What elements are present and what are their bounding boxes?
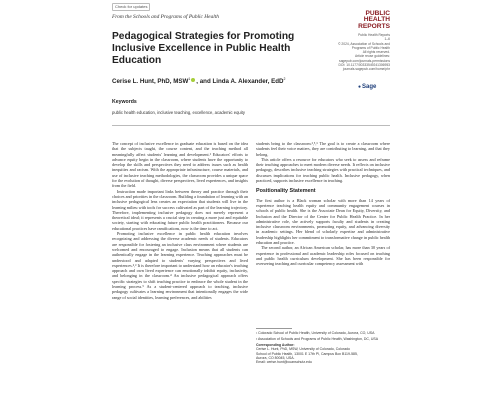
journal-logo-line: PUBLIC: [365, 10, 390, 17]
check-for-updates-badge[interactable]: Check for updates: [112, 3, 150, 11]
affiliation-marker: 1: [188, 77, 191, 81]
body-paragraph: This article offers a resource for educators who seek to assess and reframe their teaching approaches to meet modern diverse needs. It reflects on inclusive pedagogy, describes inclusive teaching strategies with practical techniques, and discusses implications for teaching public health. Inclusive pedagogy, when practiced, supports inclusive excellence in teaching.: [256, 156, 390, 184]
body-column-left: [112, 141, 248, 300]
sage-icon: ●: [358, 84, 362, 90]
journal-logo: [352, 11, 390, 30]
author-separator: , and: [196, 78, 213, 86]
journal-meta-line: Programs of Public Health: [351, 45, 390, 50]
affiliation-footnote: ¹ Colorado School of Public Health, University of Colorado, Aurora, CO, USA: [256, 331, 375, 335]
keywords-text: public health education, inclusive teaching, excellence, academic equity: [112, 110, 245, 115]
body-paragraph: The concept of inclusive excellence in graduate education is based on the idea that the subjects taught, the course content, and the teaching method all meaningfully affect students' learning and development.¹ Educators' efforts to advance equity begin in the classroom, where students have the opportunity to develop the skills and perspectives they need to address issues such as health inequities and racism. With the appropriate infrastructure, course materials, and use of inclusive teaching methodologies, the classroom provides a unique space for the evolution of thought, diverse perspectives, lived experiences, and insights from the field.: [112, 141, 248, 189]
journal-meta-line: All rights reserved.: [362, 50, 390, 55]
publisher-logo: [358, 84, 376, 90]
corresponding-author-heading: Corresponding Author:: [256, 343, 295, 348]
author-name: Cerise L. Hunt, PhD, MSW: [112, 78, 189, 86]
footnote-divider: [256, 328, 292, 329]
corresponding-author-line: Cerise L. Hunt, PhD, MSW, University of Colorado, Colorado: [256, 347, 350, 352]
body-paragraph: The second author, an African American scholar, has more than 30 years of experience in professional and academic leadership roles focused on teaching and public health curriculum development. She has been responsible for overseeing teaching and curricular competency assessment with: [256, 245, 390, 267]
journal-meta-line: © 2024, Association of Schools and: [338, 41, 390, 46]
doi-link[interactable]: DOI: 10.1177/00333549241306953: [338, 63, 390, 68]
affiliation-marker: 2: [283, 77, 286, 81]
corresponding-author-line: School of Public Health, 13001 E 17th Pl, Campus Box B119-585,: [256, 351, 358, 356]
footnotes: [256, 331, 390, 365]
journal-meta-line: 1–6: [384, 37, 390, 42]
author-line: [112, 77, 285, 85]
header-divider: [112, 125, 390, 126]
body-paragraph: Promoting inclusive excellence in public health education involves recognizing and addressing the diverse academic needs of students. Educators are responsible for fostering an inclusive class environment where students are welcomed and encouraged to engage. Inclusion means that all students can authentically engage in the learning experience. Teaching approaches must be understood and adapted to students' varying perspectives and lived experiences.²,³ It is therefore important to understand how an educator's teaching approach and own lived experience can emotionally inhibit equity, inclusivity, and belonging in the classroom.⁴ An inclusive pedagogical approach offers specific strategies to shift teaching practice to embrace the whole student in the learning process.⁵ As a student-centered approach to teaching, inclusive pedagogy cultivates a learning environment that intentionally engages the wide range of social identities, learning preferences, and abilities: [112, 231, 248, 300]
body-paragraph: The first author is a Black woman scholar with more than 14 years of experience teaching health equity and community engagement courses in schools of public health. She is the Associate Dean for Equity, Diversity, and Inclusion and the Director of the Center for Public Health Practice. In her administrative role, she actively supports faculty and students in creating inclusive classroom environments, promoting equity, and advancing diversity in academic settings. Her blend of scholarly expertise and administrative leadership highlights her commitment to transformative change in public health education and practice.: [256, 197, 390, 246]
keywords-heading: Keywords: [112, 99, 137, 105]
orcid-icon[interactable]: [191, 78, 195, 82]
corresponding-author-email[interactable]: Email: cerise.hunt@cuanschutz.edu: [256, 360, 312, 365]
article-title: Pedagogical Strategies for Promoting Inclusive Excellence in Public Health Education: [112, 31, 295, 66]
journal-home-link[interactable]: journals.sagepub.com/home/phr: [342, 67, 390, 72]
journal-logo-line: REPORTS: [358, 22, 390, 30]
journal-meta: [336, 33, 390, 72]
author-name: Linda A. Alexander, EdD: [212, 78, 284, 86]
positionality-heading: Positionality Statement: [256, 188, 316, 195]
affiliation-footnote: ² Association of Schools and Programs of Public Health, Washington, DC, USA: [256, 336, 379, 341]
body-paragraph: students bring to the classroom.²,⁵,⁶ The goal is to create a classroom where students feel their voice matters, they are contributing to learning, and that they belong.: [256, 141, 390, 157]
corresponding-author-line: Aurora, CO 80045, USA.: [256, 355, 295, 360]
body-column-right: [256, 141, 390, 267]
body-paragraph: Instruction made important links between theory and practice through their choices and priorities in the classroom. Building a foundation of learning with an inclusive pedagogical lens creates an expectation that students will live in the learning milieu with tools for success cultivated as part of the learning trajectory. Therefore, implementing inclusive pedagogy does not merely represent a theoretical ideal; it represents a crucial step in creating a more just and equitable society, starting with educating future public health practitioners. Because our educational practices have ramifications, now is the time to act.: [112, 188, 248, 231]
publisher-name: Sage: [362, 84, 377, 90]
section-label: From the Schools and Programs of Public Health: [112, 14, 219, 20]
journal-meta-line: Public Health Reports: [358, 33, 390, 37]
journal-logo-line: HEALTH: [363, 16, 390, 24]
journal-meta-line[interactable]: sagepub.com/journals-permissions: [339, 58, 390, 63]
journal-meta-line[interactable]: Article reuse guidelines:: [354, 54, 390, 59]
